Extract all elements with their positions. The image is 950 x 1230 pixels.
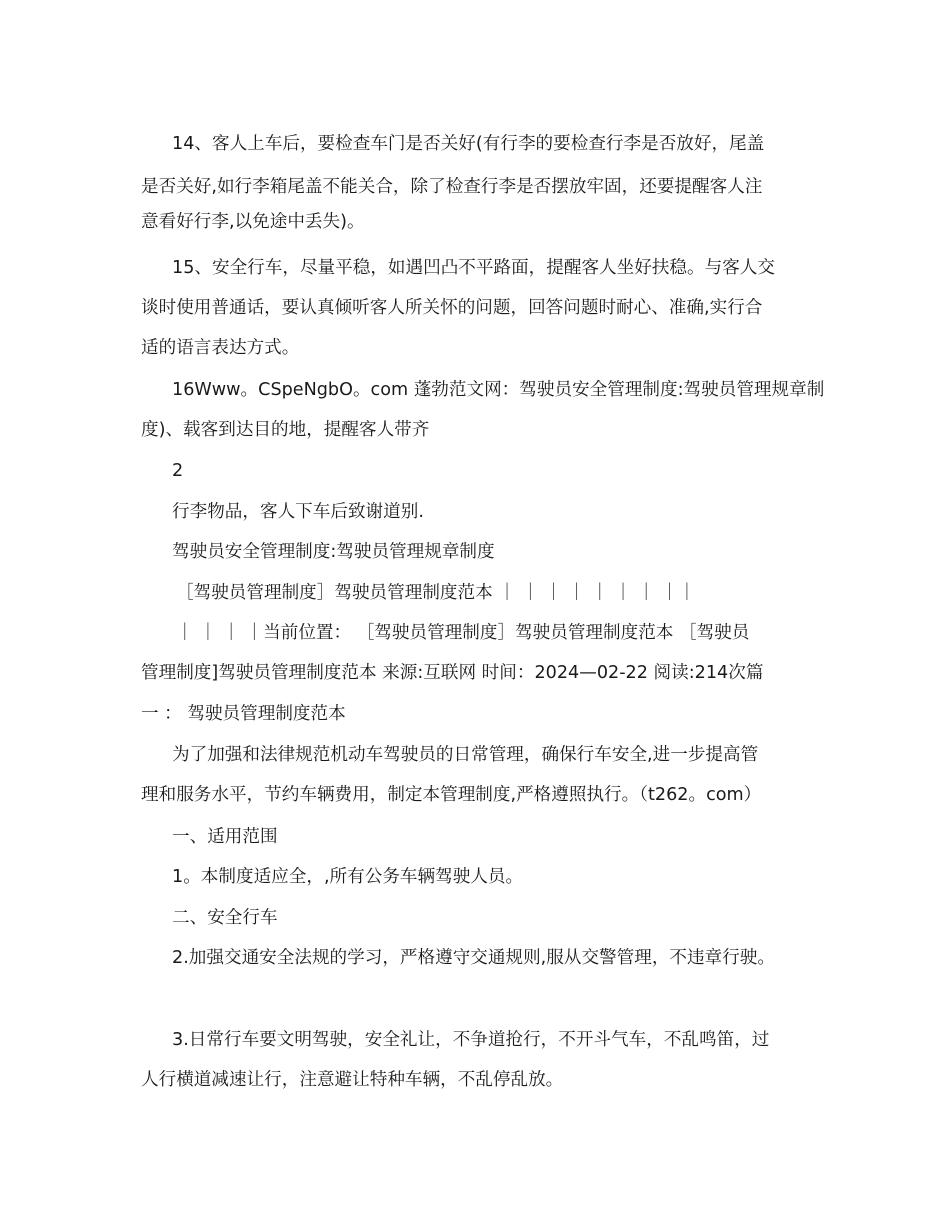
heading-safe-driving: 二、安全行车 [172, 908, 278, 928]
paragraph-15-line-2: 谈时使用普通话，要认真倾听客人所关怀的问题，回答问题时耐心、准确,实行合 [141, 298, 763, 318]
paragraph-14-line-2: 是否关好,如行李箱尾盖不能关合，除了检查行李是否摆放牢固，还要提醒客人注 [141, 177, 763, 197]
article-title: 一 ： 驾驶员管理制度范本 [141, 704, 346, 724]
intro-line-1: 为了加强和法律规范机动车驾驶员的日常管理，确保行车安全,进一步提高管 [172, 745, 759, 765]
paragraph-14-line-1: 14、客人上车后，要检查车门是否关好(有行李的要检查行李是否放好，尾盖 [172, 134, 765, 154]
paragraph-luggage: 行李物品，客人下车后致谢道别. [172, 502, 424, 522]
paragraph-16-line-2: 度)、载客到达目的地，提醒客人带齐 [141, 420, 430, 440]
paragraph-15-line-1: 15、安全行车，尽量平稳，如遇凹凸不平路面，提醒客人坐好扶稳。与客人交 [172, 258, 775, 278]
page-number: 2 [172, 461, 184, 481]
paragraph-16-line-1: 16Www。CSpeNgbO。com 蓬勃范文网：驾驶员安全管理制度:驾驶员管理规章制 [172, 380, 825, 400]
breadcrumb-line-2: ｜ ｜ ｜ ｜当前位置： ［驾驶员管理制度］驾驶员管理制度范本 ［驾驶员 [176, 623, 750, 643]
breadcrumb-line-1: ［驾驶员管理制度］驾驶员管理制度范本 ｜ ｜ ｜ ｜ ｜ ｜ ｜ ｜｜ [176, 583, 696, 603]
paragraph-15-line-3: 适的语言表达方式。 [141, 338, 300, 358]
section-heading: 驾驶员安全管理制度:驾驶员管理规章制度 [172, 542, 495, 562]
item-1: 1。本制度适应全，,所有公务车辆驾驶人员。 [172, 867, 524, 887]
item-3-line-1: 3.日常行车要文明驾驶，安全礼让，不争道抢行，不开斗气车，不乱鸣笛，过 [172, 1030, 770, 1050]
item-2: 2.加强交通安全法规的学习，严格遵守交通规则,服从交警管理，不违章行驶。 [172, 948, 775, 968]
heading-scope: 一、适用范围 [172, 827, 278, 847]
item-3-line-2: 人行横道减速让行，注意避让特种车辆，不乱停乱放。 [141, 1070, 564, 1090]
intro-line-2: 理和服务水平，节约车辆费用，制定本管理制度,严格遵照执行。（t262。com） [141, 785, 762, 805]
meta-line: 管理制度]驾驶员管理制度范本 来源:互联网 时间：2024—02-22 阅读:214次篇 [141, 663, 764, 683]
paragraph-14-line-3: 意看好行李,以免途中丢失)。 [141, 212, 365, 232]
